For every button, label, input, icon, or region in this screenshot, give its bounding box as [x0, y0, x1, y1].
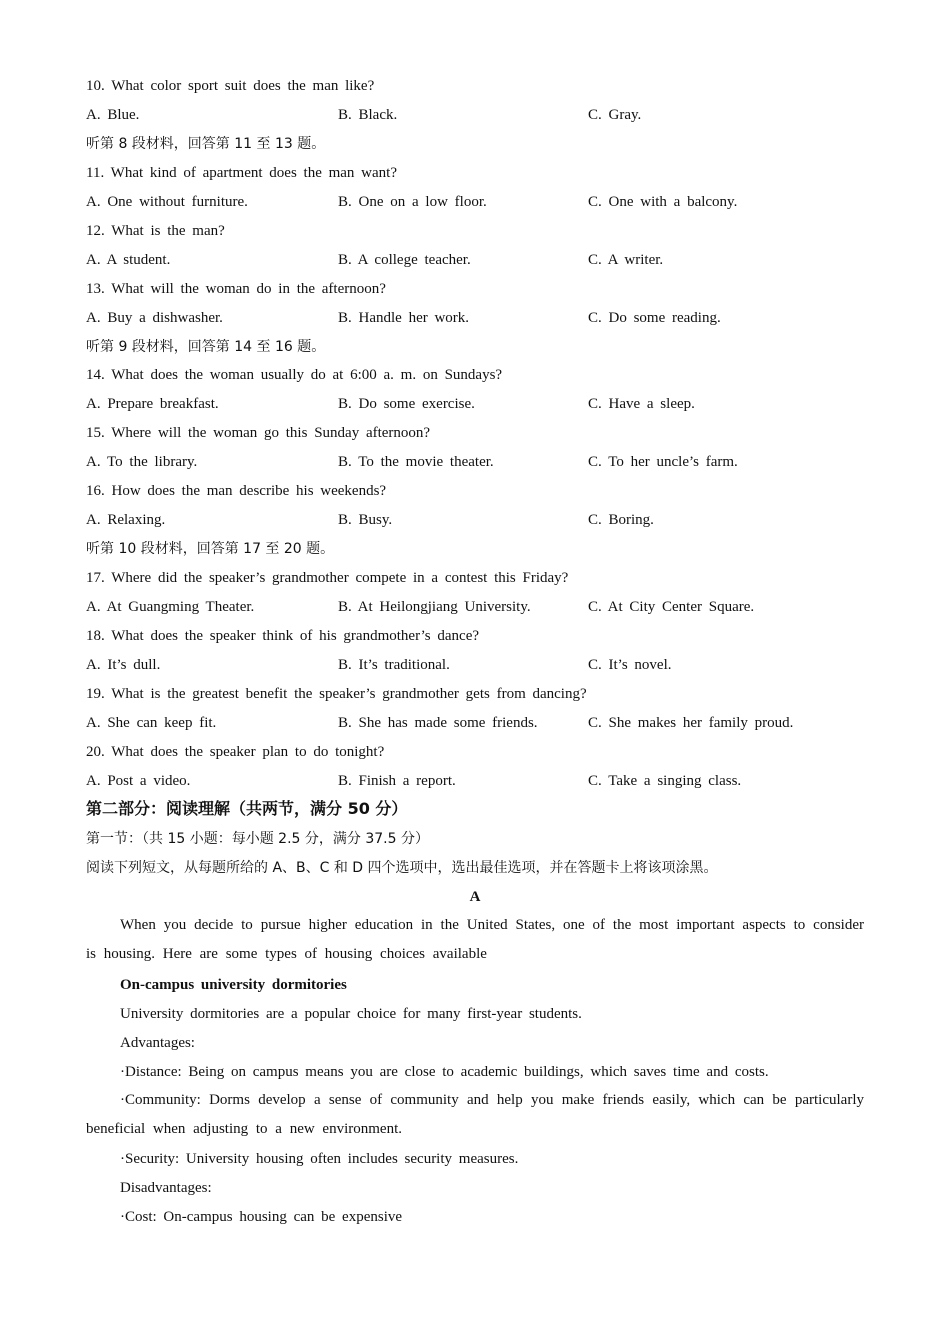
passage-label: A [469, 889, 481, 905]
q18-option-a: A. It’s dull. [86, 657, 161, 673]
q20-option-c: C. Take a singing class. [588, 773, 742, 789]
advantages-label: Advantages: [120, 1035, 195, 1051]
question-16: 16. How does the man describe his weekends? [86, 483, 387, 499]
q16-option-a: A. Relaxing. [86, 512, 166, 528]
q18-option-b: B. It’s traditional. [338, 657, 450, 673]
question-11: 11. What kind of apartment does the man want? [86, 165, 397, 181]
q18-option-c: C. It’s novel. [588, 657, 672, 673]
q12-option-b: B. A college teacher. [338, 252, 471, 268]
question-15: 15. Where will the woman go this Sunday afternoon? [86, 425, 431, 441]
q20-option-b: B. Finish a report. [338, 773, 456, 789]
disadvantage-cost: ·Cost: On-campus housing can be expensive [120, 1209, 403, 1225]
part2-instructions: 阅读下列短文，从每题所给的 A、B、C 和 D 四个选项中，选出最佳选项，并在答题卡上将该项涂黑。 [86, 860, 718, 876]
q10-option-a: A. Blue. [86, 107, 140, 123]
passage-intro: When you decide to pursue higher education in the United States, one of the most important aspects to consider is housing. Here are some types of housing choices available [86, 917, 864, 962]
q10-option-b: B. Black. [338, 107, 398, 123]
dorm-heading: On-campus university dormitories [120, 977, 347, 993]
q13-option-b: B. Handle her work. [338, 310, 470, 326]
q17-option-b: B. At Heilongjiang University. [338, 599, 531, 615]
question-18: 18. What does the speaker think of his grandmother’s dance? [86, 628, 480, 644]
q15-option-c: C. To her uncle’s farm. [588, 454, 738, 470]
q16-option-b: B. Busy. [338, 512, 393, 528]
q11-option-b: B. One on a low floor. [338, 194, 487, 210]
question-17: 17. Where did the speaker’s grandmother compete in a contest this Friday? [86, 570, 569, 586]
q14-option-b: B. Do some exercise. [338, 396, 475, 412]
q19-option-a: A. She can keep fit. [86, 715, 217, 731]
q11-option-a: A. One without furniture. [86, 194, 248, 210]
question-14: 14. What does the woman usually do at 6:00 a. m. on Sundays? [86, 367, 503, 383]
part2-section1-title: 第一节：（共 15 小题：每小题 2.5 分，满分 37.5 分） [86, 831, 429, 847]
q16-option-c: C. Boring. [588, 512, 654, 528]
question-10: 10. What color sport suit does the man like? [86, 78, 375, 94]
q10-option-c: C. Gray. [588, 107, 642, 123]
q20-option-a: A. Post a video. [86, 773, 191, 789]
q14-option-a: A. Prepare breakfast. [86, 396, 219, 412]
q15-option-a: A. To the library. [86, 454, 198, 470]
part2-heading: 第二部分：阅读理解（共两节，满分 50 分） [86, 799, 408, 818]
q11-option-c: C. One with a balcony. [588, 194, 738, 210]
section-instruction-9: 听第 9 段材料，回答第 14 至 16 题。 [86, 339, 326, 355]
advantage-community: ·Community: Dorms develop a sense of community and help you make friends easily, which can be particularly beneficial when adjusting to a new environment. [86, 1092, 864, 1137]
q13-option-a: A. Buy a dishwasher. [86, 310, 223, 326]
dorm-description: University dormitories are a popular choice for many first-year students. [120, 1006, 582, 1022]
q14-option-c: C. Have a sleep. [588, 396, 695, 412]
q17-option-c: C. At City Center Square. [588, 599, 755, 615]
question-12: 12. What is the man? [86, 223, 225, 239]
q19-option-b: B. She has made some friends. [338, 715, 538, 731]
advantage-security: ·Security: University housing often includes security measures. [120, 1151, 519, 1167]
question-13: 13. What will the woman do in the afternoon? [86, 281, 386, 297]
section-instruction-8: 听第 8 段材料，回答第 11 至 13 题。 [86, 136, 326, 152]
q15-option-b: B. To the movie theater. [338, 454, 494, 470]
q12-option-c: C. A writer. [588, 252, 664, 268]
advantage-distance: ·Distance: Being on campus means you are close to academic buildings, which saves time and costs. [120, 1064, 769, 1080]
q12-option-a: A. A student. [86, 252, 171, 268]
question-20: 20. What does the speaker plan to do tonight? [86, 744, 385, 760]
q17-option-a: A. At Guangming Theater. [86, 599, 255, 615]
q13-option-c: C. Do some reading. [588, 310, 721, 326]
q19-option-c: C. She makes her family proud. [588, 715, 794, 731]
disadvantages-label: Disadvantages: [120, 1180, 212, 1196]
section-instruction-10: 听第 10 段材料，回答第 17 至 20 题。 [86, 541, 335, 557]
question-19: 19. What is the greatest benefit the speaker’s grandmother gets from dancing? [86, 686, 587, 702]
